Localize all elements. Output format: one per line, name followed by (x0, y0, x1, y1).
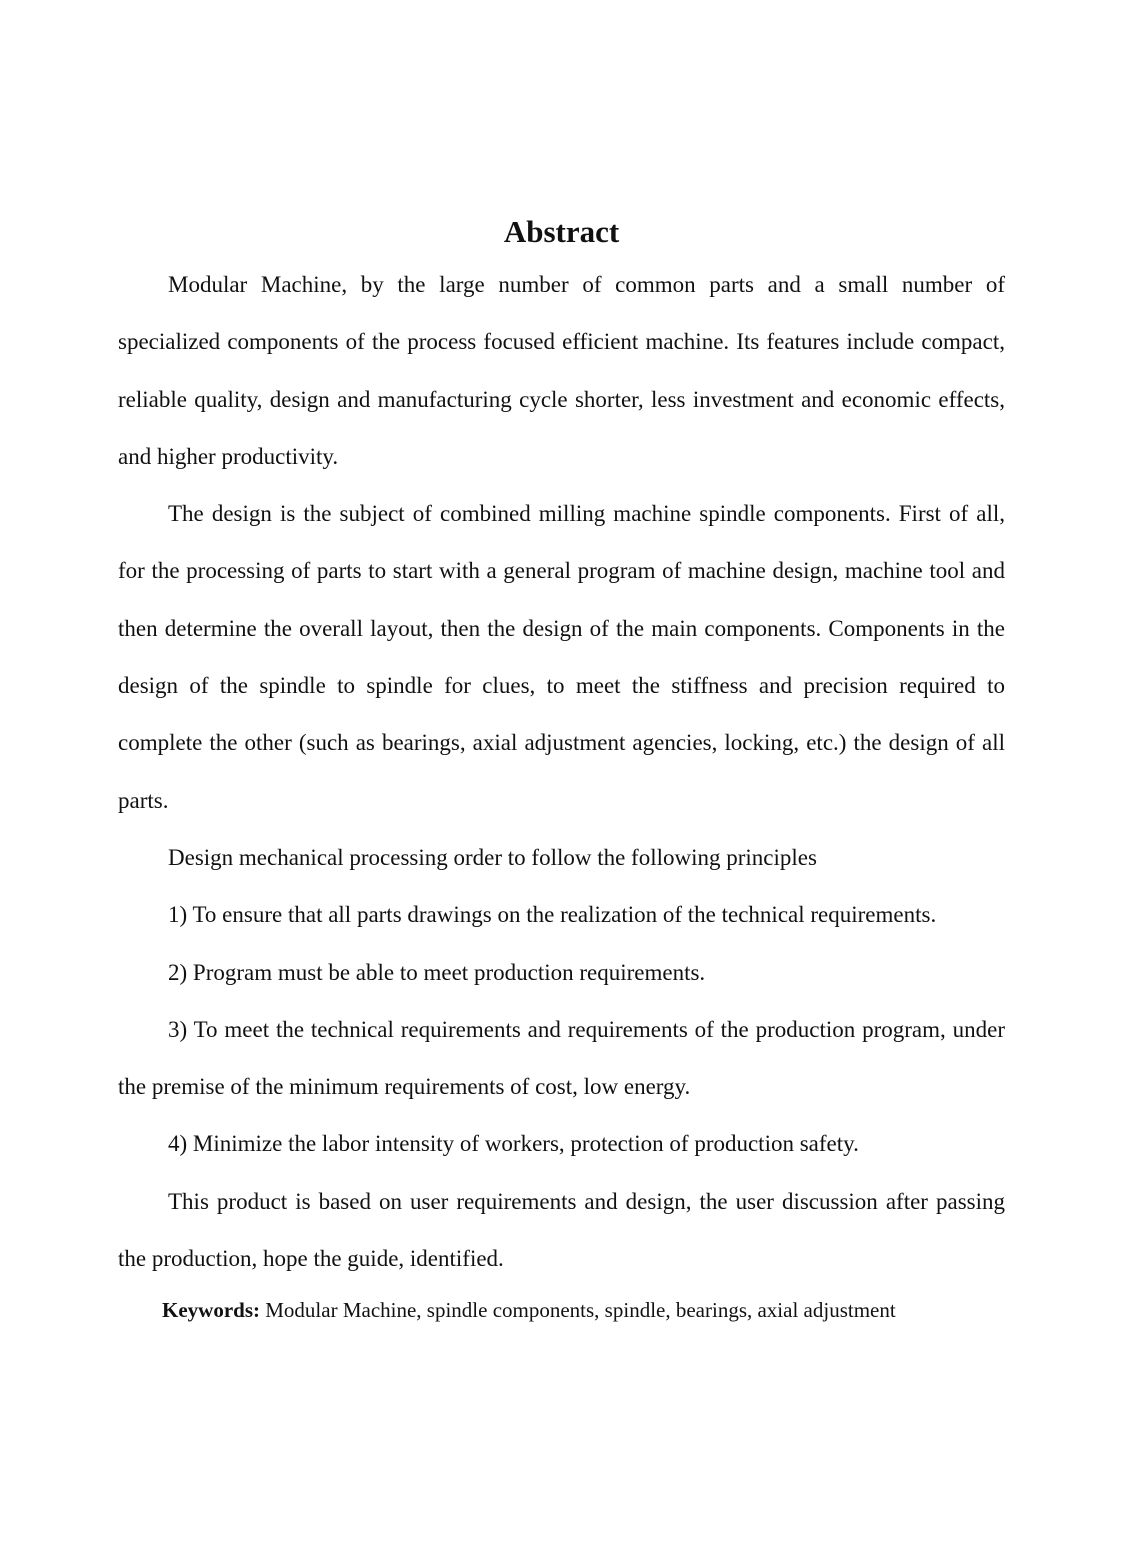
abstract-title: Abstract (503, 214, 620, 249)
keywords-text: Modular Machine, spindle components, spindle, bearings, axial adjustment (265, 1298, 896, 1323)
principle-item-1: 1) To ensure that all parts drawings on the realization of the technical requirements. (168, 902, 937, 928)
principle-item-4: 4) Minimize the labor intensity of workers, protection of production safety. (168, 1131, 859, 1157)
abstract-paragraph-1: Modular Machine, by the large number of common parts and a small number of specialized components of the process focused efficient machine. Its features include compact, reliable quality, design and manufacturing cycle shorter, less investment and economic effects, and higher productivity. (118, 272, 1005, 469)
abstract-paragraph-closing: This product is based on user requirements and design, the user discussion after passing the production, hope the guide, identified. (118, 1188, 1005, 1272)
keywords-line (118, 1290, 1005, 1330)
principle-item-3: 3) To meet the technical requirements and requirements of the production program, under the premise of the minimum requirements of cost, low energy. (118, 1016, 1005, 1100)
principles-intro: Design mechanical processing order to follow the following principles (168, 844, 817, 870)
abstract-section (118, 208, 1005, 1330)
abstract-paragraph-2: The design is the subject of combined milling machine spindle components. First of all, for the processing of parts to start with a general program of machine design, machine tool and then determine the overall layout, then the design of the main components. Components in the design of the spindle to spindle for clues, to meet the stiffness and precision required to complete the other (such as bearings, axial adjustment agencies, locking, etc.) the design of all parts. (118, 501, 1005, 813)
principle-item-2: 2) Program must be able to meet production requirements. (168, 959, 706, 985)
keywords-label: Keywords: (162, 1298, 260, 1323)
